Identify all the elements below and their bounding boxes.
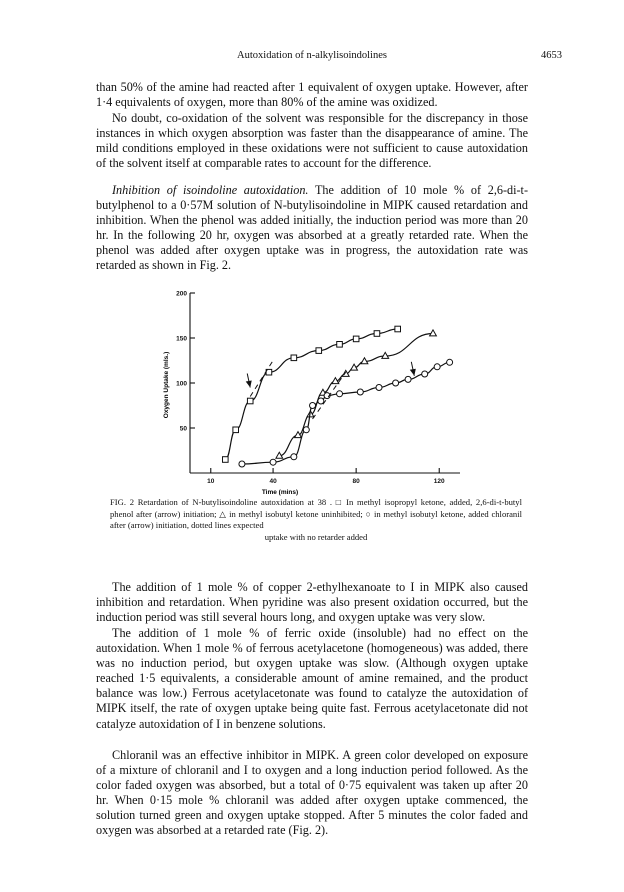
data-point-triangle <box>430 330 437 336</box>
series-triangle-line <box>279 334 433 456</box>
paragraph-5 <box>96 626 528 732</box>
x-tick-label: 40 <box>269 478 277 485</box>
paragraph-text: No doubt, co-oxidation of the solvent was responsible for the discrepancy in those instances in which oxygen absorption was faster than the disappearance of amine. The mild conditions employed in these oxidations were not sufficient to cause autoxidation of the solvent itself at comparable rates to account for the difference. <box>96 111 528 171</box>
y-axis-label: Oxygen Uptake (mls.) <box>163 351 170 419</box>
data-point-circle <box>291 454 297 460</box>
paragraph-4 <box>96 580 528 625</box>
data-point-circle <box>376 385 382 391</box>
paragraph-text: The addition of 10 mole % of 2,6-di-t-butylphenol to a 0·57M solution of N-butylisoindoline in MIPK caused retardation and inhibition. When the phenol was added initially, the induction period was more than 20 hr. In the following 20 hr, oxygen was absorbed at a greatly retarded rate. When the phenol was added after oxygen uptake was in progress, the autoxidation rate was retarded as shown in Fig. 2. <box>96 183 528 273</box>
data-point-circle <box>393 380 399 386</box>
data-point-circle <box>357 389 363 395</box>
caption-text: FIG. 2 Retardation of N-butylisoindoline autoxidation at 38 . □ In methyl isopropyl ketone, added, 2,6-di-t-butyl phenol after (arrow) initiation; △ in methyl isobutyl ketone uninhibited; ○ in methyl isobutyl ketone, added chloranil after (arrow) initiation, dotted lines expected <box>110 497 522 530</box>
data-point-square <box>247 398 253 404</box>
running-title: Autoxidation of n-alkylisoindolines <box>237 50 387 61</box>
data-point-square <box>316 348 322 354</box>
x-tick-label: 80 <box>352 478 360 485</box>
figure-caption <box>110 497 522 543</box>
paragraph-text: The addition of 1 mole % of copper 2-ethylhexanoate to I in MIPK also caused inhibition and retardation. When pyridine was also present oxidation occurred, but the induction period was still several hours long, and oxygen uptake was very slow. <box>96 580 528 625</box>
y-tick-label: 150 <box>176 335 187 343</box>
data-point-square <box>395 326 401 332</box>
x-axis-label: Time (mins) <box>261 489 299 496</box>
paragraph-2 <box>96 111 528 171</box>
paragraph-1 <box>96 80 528 110</box>
expected-uptake-dashed-line <box>250 361 273 397</box>
data-point-circle <box>434 364 440 370</box>
data-point-circle <box>318 398 324 404</box>
paragraph-text: than 50% of the amine had reacted after 1 equivalent of oxygen uptake. However, after 1·4 equivalents of oxygen, more than 80% of the amine was oxidized. <box>96 80 528 110</box>
oxygen-uptake-chart <box>150 285 470 497</box>
page-number: 4653 <box>541 50 562 61</box>
data-point-square <box>291 355 297 361</box>
additive-arrow-head <box>246 381 252 388</box>
paragraph-text: The addition of 1 mole % of ferric oxide (insoluble) had no effect on the autoxidation. When 1 mole % of ferrous acetylacetone (homogeneous) was added, there was no induction period, but oxygen uptake was slow. (Although oxygen uptake reached 1·5 equivalents, a considerable amount of amine remained, and the product balance was low.) Ferrous acetylacetonate was found to catalyze the autoxidation of MIPK itself, the rate of oxygen uptake being quite fast. Ferrous acetylacetonate did not catalyze autoxidation of I in benzene solutions. <box>96 626 528 731</box>
data-point-circle <box>239 461 245 467</box>
data-point-circle <box>337 391 343 397</box>
data-point-circle <box>405 376 411 382</box>
section-lead: Inhibition of isoindoline autoxidation. <box>112 183 309 197</box>
data-point-circle <box>310 403 316 409</box>
caption-last-line: uptake with no retarder added <box>264 531 368 542</box>
series-circle-line <box>242 362 450 464</box>
x-tick-label: 10 <box>207 478 215 485</box>
data-point-square <box>374 331 380 337</box>
data-point-square <box>233 427 239 433</box>
data-point-circle <box>270 459 276 465</box>
data-point-square <box>337 342 343 348</box>
data-point-circle <box>447 359 453 365</box>
y-tick-label: 50 <box>179 425 187 433</box>
running-header <box>0 50 624 66</box>
paragraph-6 <box>96 748 528 839</box>
data-point-circle <box>303 427 309 433</box>
data-point-square <box>223 457 229 463</box>
paragraph-text: Chloranil was an effective inhibitor in MIPK. A green color developed on exposure of a mixture of chloranil and I to oxygen and a long induction period followed. As the color faded oxygen was absorbed, but a total of 0·75 equivalent was taken up after 20 hr. When 0·15 mole % chloranil was added after oxygen uptake commenced, the solution turned green and oxygen uptake stopped. After 5 minutes the color faded and oxygen was absorbed at a retarded rate (Fig. 2). <box>96 748 528 838</box>
figure-2 <box>150 285 470 497</box>
additive-arrow-head <box>410 369 416 376</box>
y-tick-label: 100 <box>176 380 187 388</box>
data-point-square <box>353 336 359 342</box>
x-tick-label: 120 <box>433 478 445 485</box>
y-tick-label: 200 <box>176 290 187 298</box>
data-point-circle <box>422 371 428 377</box>
paragraph-3 <box>96 183 528 274</box>
